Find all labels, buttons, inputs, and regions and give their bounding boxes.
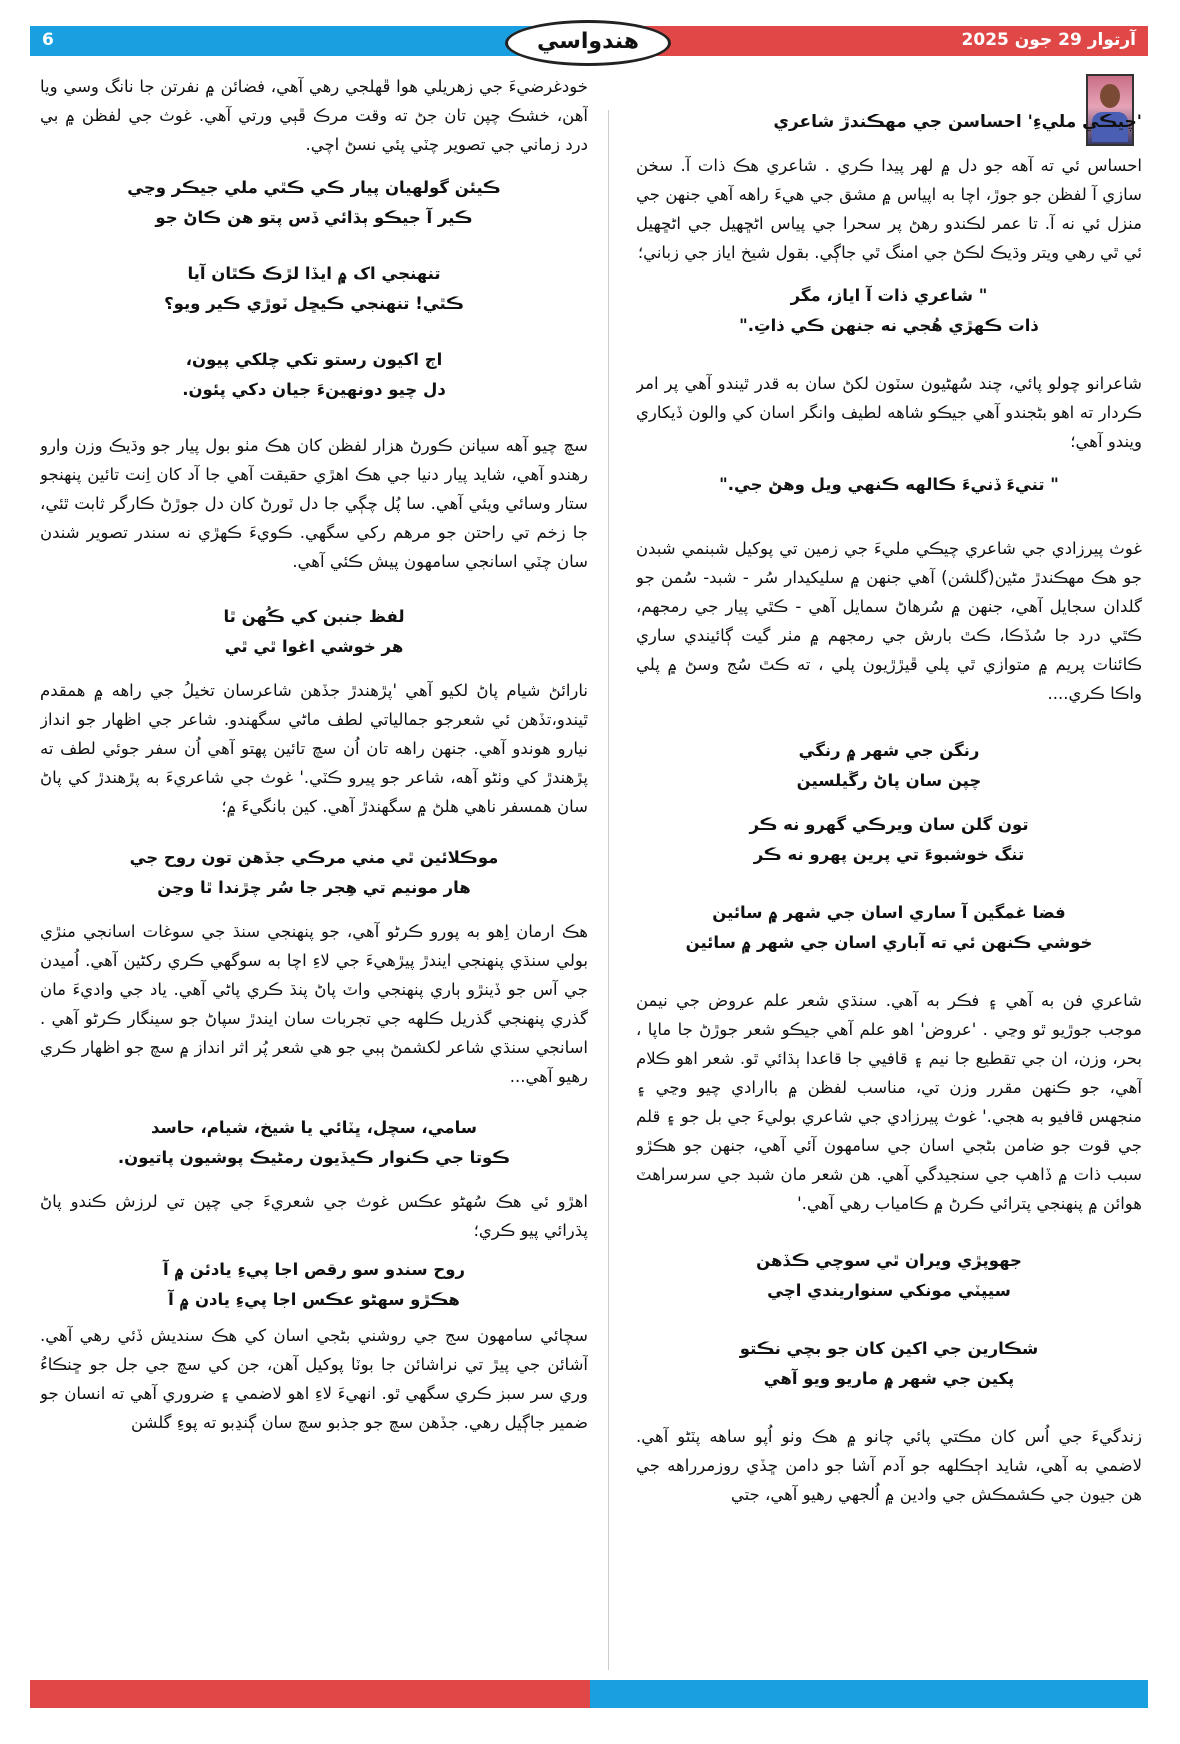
verse-line: " شاعري ذات آ اياز، مگر: [790, 286, 988, 305]
paragraph: سچ چيو آهه سيانن ڪورڻ هزار لفظن کان هڪ مٺو بول پيار جو وڌيڪ وزن وارو رهندو آهي، شايد پيار دنيا جي هڪ اهڙي حقيقت آهي جا آد کان اِنت تائين پنهنجو ستار وسائي ويئي آهي. سا پُل چڳي جا دل ٽورڻ کان دل جوڙڻ ڪارگر ثابت ٿئي، جا زخم تي راحتن جو مرهم رکي سگهي. ڪويءَ ڪهڙي نه سندر تصوير شندن سان چٽي اسانجي سامهون پيش ڪئي آهي.: [40, 436, 588, 571]
verse: [40, 1113, 588, 1173]
verse: [636, 281, 1142, 341]
verse-line: چپن سان پاڻ رڱيلسين: [796, 771, 982, 790]
verse: [40, 1255, 588, 1315]
verse: [636, 1334, 1142, 1394]
verse-line: خوشي ڪنهن ئي ته آباري اسان جي شهر ۾ سائين: [685, 933, 1093, 952]
left-column: [40, 72, 588, 1682]
verse: [636, 1246, 1142, 1306]
verse-line: سيپٽي مونکي سنواريندي اچي: [767, 1281, 1011, 1300]
verse: [40, 602, 588, 662]
right-column: [636, 72, 1142, 1682]
newspaper-logo: هندواسي: [505, 20, 671, 66]
paragraph: نارائڻ شيام پاڻ لکيو آهي 'پڙهندڙ جڏهن شاعرسان تخيلُ جي راهه ۾ همقدم ٿيندو،تڏهن ئي شعرجو جمالياتي لطف ماڻي سگهندو. شاعر جي اظهار جو انداز نيارو هوندو آهي. جنهن راهه تان اُن سچ تائين پهتو آهي اُن سفر جوئي لطف ته پڙهندڙ کي وٺڻو آهه، شاعر جو پيرو ڪٽي.' غوث جي شاعريءَ به پڙهندڙ کي پاڻ سان همسفر ناهي هلڻ ۾ سگهندڙ آهي. کين بانگيءَ ۾؛: [40, 681, 588, 816]
paragraph: شاعري فن به آهي ۽ فڪر به آهي. سنڌي شعر علم عروض جي نيمن موجب جوڙيو ٿو وڃي . 'عروض' اهو علم آهي جيڪو شعر جوڙڻ جا ماپا ، بحر، وزن، ان جي تقطيع جا نيم ۽ قافيي جا قاعدا ٻڌائي ٿو. شعر اهو ڪلام آهي، جو ڪنهن مقرر وزن تي، مناسب لفظن ۾ باارادي چيو وڃي ۽ منجهس قافيو به هجي.' غوث پيرزادي جي شاعري بوليءَ جي بل جو ۽ قلم جي قوت جو ضامن بڻجي اسان جي سامهون آئي آهي، جنهن جو هڪڙو سبب ذات ۾ ڏاهپ جي سنجيدگي آهي. هن شعر مان شبد جي سرسراهٽ هوائن ۾ پنهنجي پترائي ڪرڻ ۾ ڪامياب رهي آهي.': [636, 991, 1142, 1213]
verse: [40, 345, 588, 405]
verse-line: شڪارين جي اکين کان جو بچي نڪتو: [739, 1339, 1039, 1358]
verse-line: دل چيو دونهينءَ جيان دکي پئون.: [182, 380, 446, 399]
verse-line: اڄ اکيون رستو تکي چلکي پيون،: [185, 350, 443, 369]
verse: [636, 810, 1142, 870]
footer-bar-red: [30, 1680, 590, 1708]
verse-line: جهوپڙي ويران ٿي سوچي ڪڏهن: [756, 1251, 1022, 1270]
verse-line: هار مونيم تي هِجر جا سُر چڙندا ٿا وڃن: [157, 878, 471, 897]
page-number: 6: [42, 30, 54, 50]
paragraph: سچائي سامهون سج جي روشني بڻجي اسان کي هڪ سنديش ڏئي رهي آهي. آشائن جي پيڙ تي نراشائن جا بوٽا پوکيل آهن، جن کي سچ جي جل جو ڇنڪاءُ وري سر سبز ڪري سگهي ٿو. انهيءَ لاءِ اهو لاضمي ۽ ضروري آهي ته انسان جو ضمير جاڳيل رهي. جڏهن سچ جو جذبو سچ سان ڳنڍبو ته پوءِ گلشن: [40, 1326, 588, 1432]
verse-line: تون گلن سان ويرڪي گهرو نه ڪر: [749, 815, 1029, 834]
article-title: 'چيڪي مليءِ' احساسن جي مهڪندڙ شاعري: [773, 112, 1142, 132]
verse-line: ڪيئن گولهيان پيار ڪي ڪٿي ملي جيڪر وڃي: [127, 178, 501, 197]
verse-line: ڪير آ جيڪو ٻڌائي ڏس پتو هن ڪاڻ جو: [155, 208, 473, 227]
column-divider: [608, 110, 609, 1670]
paragraph: غوث پيرزادي جي شاعري چيڪي مليءَ جي زمين تي پوکيل شبنمي شبدن جو هڪ مهڪندڙ مڻين(گلشن) آهي جنهن ۾ سليکيدار سُر - شبد- سُمن جو گلدان سجايل آهي، جنهن ۾ سُرهاڻ سمايل آهي - ڪٿي پيار جي رمجهم، ڪٿي درد جا سُڏڪا، ڪٿ بارش جي رمجهم ۾ مٺر گيت ڳائيندي ساري ڪائنات پريم ۾ متوازي ٿي پلي ڦيڙڙيون پلي ، ته ڪٿ سُج وسڻ ۾ پلي واڪا ڪري....: [636, 539, 1142, 703]
footer-bar-blue: [590, 1680, 1148, 1708]
verse-line: ذات ڪهڙي هُجي نه جنهن ڪي ذاتِ.": [739, 316, 1039, 335]
paragraph: احساس ئي ته آهه جو دل ۾ لهر پيدا ڪري . شاعري هڪ ذات آ. سخن سازي آ لفظن جو جوڙ، اچا به اپياس ۾ مشق جي هيءَ راهه آهي جنهن جي منزل ئي نه آ. تا عمر لڪندو رهڻ پر سحرا جي پياس اڻڇهيل جي اڻڇهيل ئي ٿي رهي ويتر وڌيڪ لڪڻ جي امنگ ٿي جاڳي. بقول شيخ اياز جي زباني؛: [636, 156, 1142, 262]
verse-line: ڪوتا جي ڪنوار ڪيڏيون رمڻيڪ پوشيون پاتيون.: [117, 1148, 511, 1167]
paragraph: خودغرضيءَ جي زهريلي هوا ڦهلجي رهي آهي، فضائن ۾ نفرتن جا نانگ وسي ويا آهن، خشڪ چپن تان جڻ ته وقت مرڪ ڦٻي ورتي آهي. غوث جي لفظن ۾ بي درد زماني جي تصوير چٽي پئي نسڻ اچي.: [40, 77, 588, 154]
verse-line: پکين جي شهر ۾ ماريو ويو آهي: [763, 1369, 1015, 1388]
verse: [40, 259, 588, 319]
paragraph: هڪ ارمان اِهو به پورو ڪرڻو آهي، جو پنهنجي سنڌ جي سوغات اسانجي منڙي بولي سنڌي پنهنجي ايندڙ پيڙهيءَ جي لاءِ اچا به سوگهي ڪري رکڻين آهي. اُميدن جي آس جو ڏينڙو ٻاري پنهنجي واٽ پاڻ پنڌ ڪري پاڻي آهي. ياد جي واديءَ مان گذري پنهنجي گذريل ڪلهه جي تجربات سان ايندڙ سپاڻ جو سينگار ڪرڻو آهي . اسانجي سنڌي شاعر لکشمڻ ٻبي جو هي شعر پُر اثر انداز ۾ سچ جو اظهار ڪري رهيو آهي...: [40, 922, 588, 1086]
verse-line: " تنيءَ ڏنيءَ ڪالهه ڪنهي ويل وهڻ جي.": [719, 475, 1059, 494]
paragraph: شاعرانو چولو پائي، چند سُهڻيون سٽون لکڻ سان به قدر ٿيندو آهي پر امر ڪردار ته اهو بڻجندو آهي جيڪو شاهه لطيف وانگر اسان کي والون ڏيکاري ويندو آهي؛: [636, 374, 1142, 451]
verse-line: هڪڙو سهڻو عڪس اجا پيءِ يادن ۾ آ: [168, 1290, 460, 1309]
issue-date: آرتوار 29 جون 2025: [961, 30, 1136, 50]
verse: [40, 173, 588, 233]
verse-line: موڪلائين ٿي مني مرڪي جڏهن تون روح جي: [129, 848, 499, 867]
verse-line: تنهنجي اک ۾ ايڏا لڙڪ ڪٿان آيا: [187, 264, 441, 283]
verse-line: تنگ خوشبوءَ تي پرين پهرو نه ڪر: [753, 845, 1025, 864]
paragraph: زندگيءَ جي اُس کان مڪتي پائي چانو ۾ هڪ وٺو اُپو ساهه پٽڻو آهي. لاضمي به آهي، شايد اڄڪلهه جو آدم آشا جو دامن ڇڏي روزمرراهه جي هن جيون جي ڪشمڪش جي وادين ۾ اُلجهي رهيو آهي، جتي: [636, 1427, 1142, 1504]
verse: [636, 898, 1142, 958]
footer-bar: [30, 1680, 1148, 1708]
verse-line: روح سندو سو رقص اجا پيءِ يادئن ۾ آ: [162, 1260, 466, 1279]
verse-line: لفظ جنبن کي ڪُهن ٿا: [223, 607, 405, 626]
verse-line: سامي، سچل، ڀٽائي يا شيخ، شيام، حاسد: [150, 1118, 478, 1137]
paragraph: اهڙو ئي هڪ سُهڻو عڪس غوث جي شعريءَ جي چپن تي لرزش ڪندو پاڻ پڌرائي پيو ڪري؛: [40, 1192, 588, 1240]
verse-line: هر خوشي اغوا ٿي ٿي: [224, 637, 404, 656]
verse: [40, 843, 588, 903]
verse-line: ڪٿي! تنهنجي ڪيڇل ٽوڙي ڪير ويو؟: [164, 294, 464, 313]
verse-line: رنگن جي شهر ۾ رنگي: [798, 741, 980, 760]
verse-line: فضا غمگين آ ساري اسان جي شهر ۾ سائين: [712, 903, 1066, 922]
verse: [636, 470, 1142, 500]
verse: [636, 736, 1142, 796]
